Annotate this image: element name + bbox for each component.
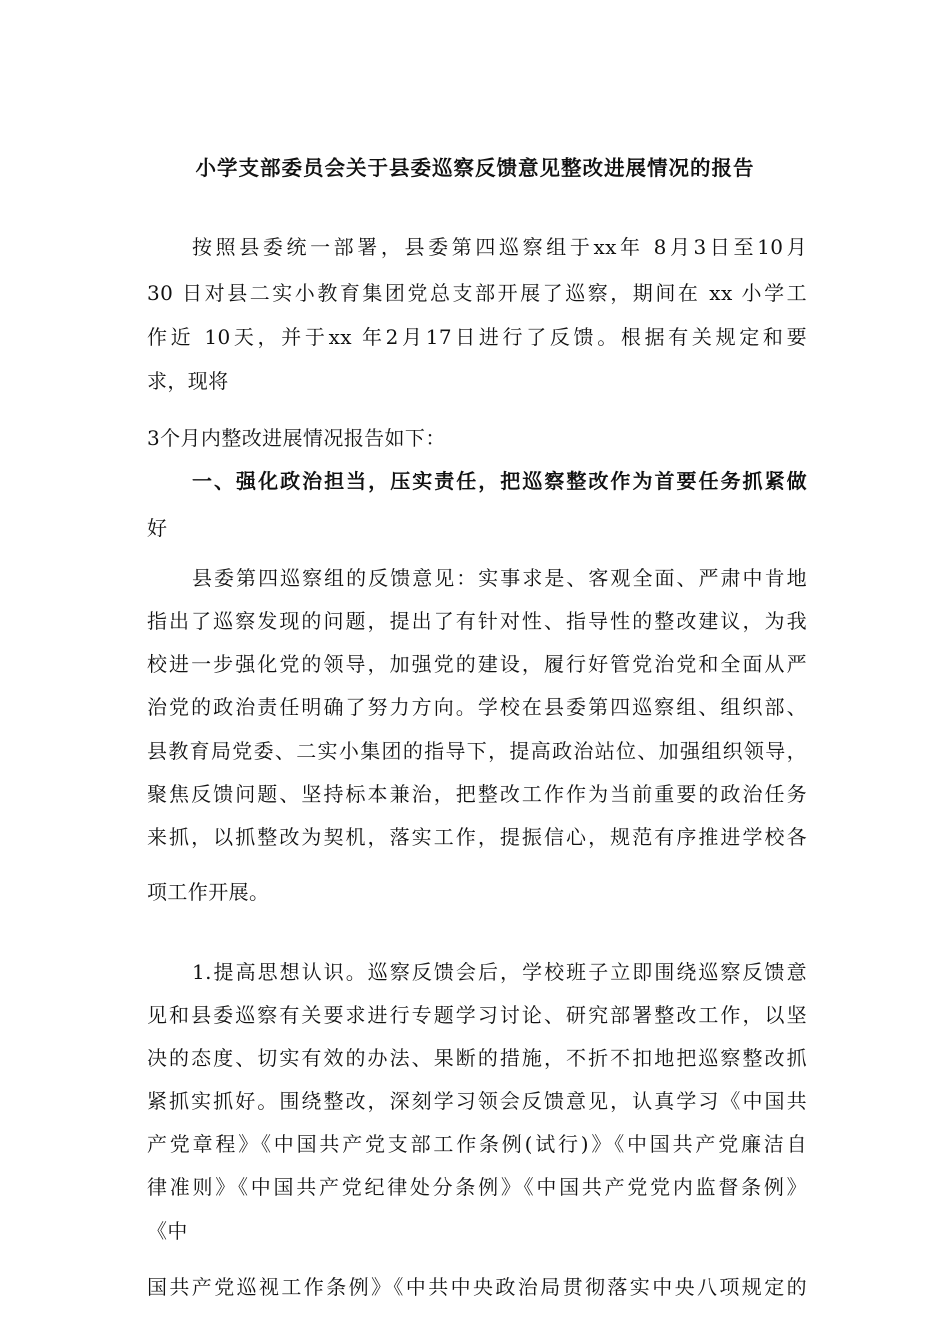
paragraph-line: 律准则》《中国共产党纪律处分条例》《中国共产党党内监督条例》: [147, 1175, 807, 1199]
paragraph-line: 按照县委统一部署，县委第四巡察组于xx年 8月3日至10月: [192, 235, 807, 259]
paragraph-line: 紧抓实抓好。围绕整改，深刻学习领会反馈意见，认真学习《中国共: [147, 1089, 807, 1113]
paragraph-line: 《中: [147, 1219, 188, 1243]
paragraph-line: 作近 10天，并于xx 年2月17日进行了反馈。根据有关规定和要: [147, 325, 807, 349]
paragraph-line: 30 日对县二实小教育集团党总支部开展了巡察，期间在 xx 小学工: [147, 281, 807, 305]
paragraph-line: 县教育局党委、二实小集团的指导下，提高政治站位、加强组织领导，: [147, 739, 807, 763]
paragraph-line: 求，现将: [147, 369, 229, 393]
page-title: 小学支部委员会关于县委巡察反馈意见整改进展情况的报告: [195, 156, 755, 180]
paragraph-line: 国共产党巡视工作条例》《中共中央政治局贯彻落实中央八项规定的: [147, 1275, 807, 1299]
paragraph-line: 来抓，以抓整改为契机，落实工作，提振信心，规范有序推进学校各: [147, 825, 807, 849]
paragraph-line: 指出了巡察发现的问题，提出了有针对性、指导性的整改建议，为我: [147, 609, 807, 633]
section-heading-continuation: 好: [147, 516, 168, 540]
paragraph-line: 见和县委巡察有关要求进行专题学习讨论、研究部署整改工作，以坚: [147, 1003, 807, 1027]
paragraph-line: 项工作开展。: [147, 880, 270, 904]
paragraph-line: 1.提高思想认识。巡察反馈会后，学校班子立即围绕巡察反馈意: [192, 960, 807, 984]
paragraph-line: 聚焦反馈问题、坚持标本兼治，把整改工作作为当前重要的政治任务: [147, 782, 807, 806]
paragraph-line: 决的态度、切实有效的办法、果断的措施，不折不扣地把巡察整改抓: [147, 1046, 807, 1070]
section-heading: 一、强化政治担当，压实责任，把巡察整改作为首要任务抓紧做: [192, 469, 807, 493]
paragraph-line: 3个月内整改进展情况报告如下：: [147, 426, 446, 450]
paragraph-line: 校进一步强化党的领导，加强党的建设，履行好管党治党和全面从严: [147, 652, 807, 676]
paragraph-line: 县委第四巡察组的反馈意见：实事求是、客观全面、严肃中肯地: [192, 566, 807, 590]
paragraph-line: 治党的政治责任明确了努力方向。学校在县委第四巡察组、组织部、: [147, 695, 807, 719]
paragraph-line: 产党章程》《中国共产党支部工作条例(试行)》《中国共产党廉洁自: [147, 1132, 807, 1156]
